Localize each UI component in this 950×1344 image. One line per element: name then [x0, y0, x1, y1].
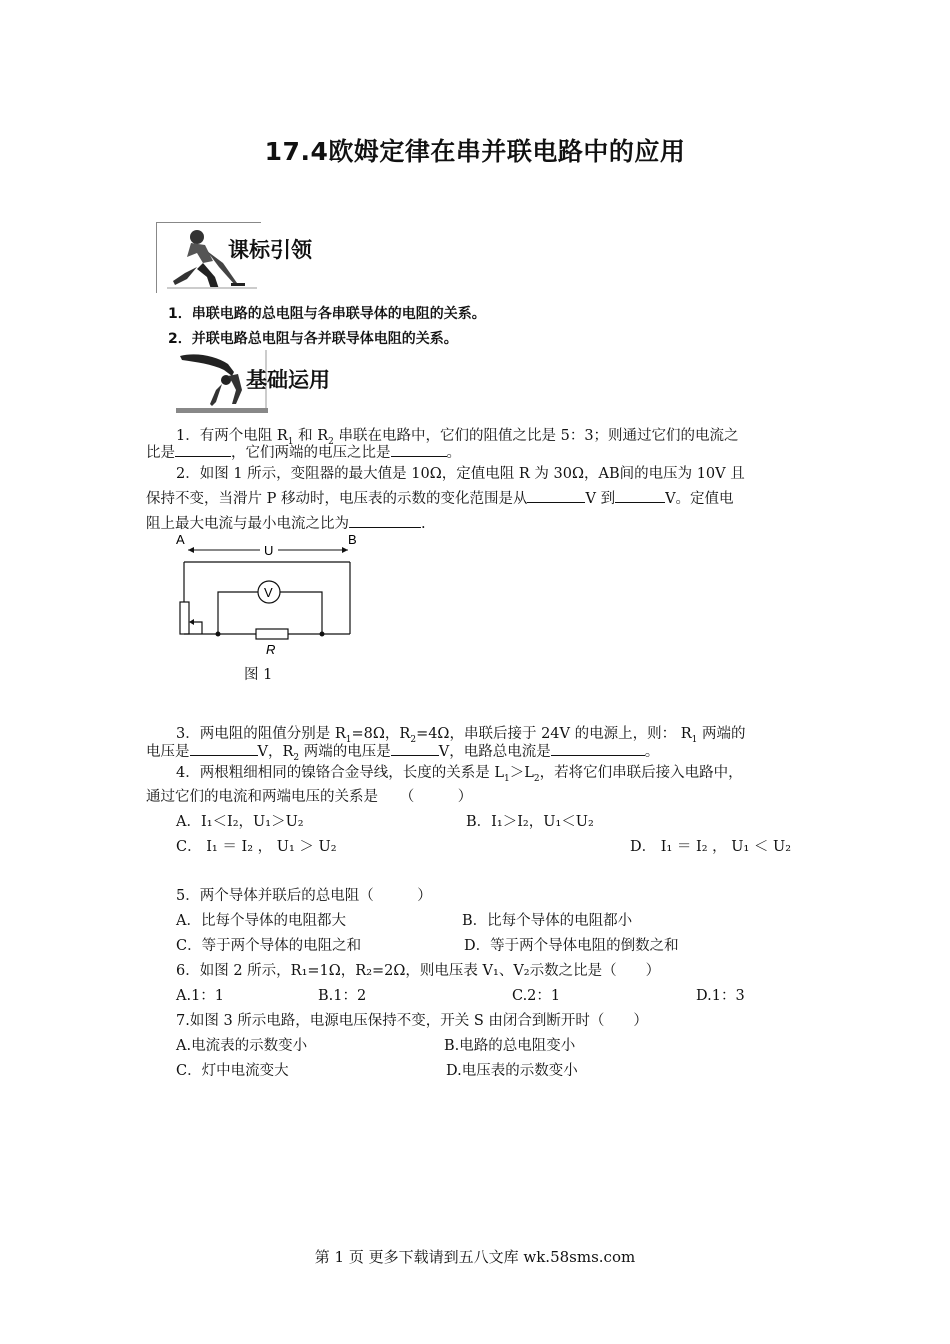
- label-a: A: [176, 532, 185, 547]
- section-title-jichu: 基础运用: [246, 368, 330, 392]
- q6-option-c[interactable]: C.2：1: [512, 988, 561, 1004]
- q6-stem: 6．如图 2 所示，R₁=1Ω，R₂=2Ω，则电压表 V₁、V₂示数之比是（ ）: [176, 963, 661, 979]
- q1-blank-2[interactable]: [391, 442, 447, 457]
- q2-blank-1[interactable]: [527, 488, 585, 503]
- q2-blank-2[interactable]: [615, 488, 665, 503]
- rheostat: [180, 602, 189, 634]
- label-v: V: [264, 585, 273, 600]
- figure-1-caption: 图 1: [244, 667, 273, 683]
- page-title: 17.4欧姆定律在串并联电路中的应用: [264, 137, 686, 166]
- q3-line1: 3．两电阻的阻值分别是 $R_1=8\Omega$，$R_2=4\Omega$，串联后接于 24V 的电源上，则： $R_1$ 两端的: [176, 726, 746, 745]
- q7-option-a[interactable]: A.电流表的示数变小: [176, 1038, 308, 1054]
- q4-option-d[interactable]: D． I₁ ＝ I₂ ， U₁ ＜ U₂: [630, 839, 792, 855]
- q2-line1: 2．如图 1 所示，变阻器的最大值是 10Ω，定值电阻 R 为 30Ω，AB间的电压为 10V 且: [176, 466, 745, 482]
- q5-option-d[interactable]: D．等于两个导体电阻的倒数之和: [464, 938, 679, 954]
- q2-blank-3[interactable]: [349, 513, 421, 528]
- q5-option-a[interactable]: A．比每个导体的电阻都大: [176, 913, 346, 929]
- figure-1-circuit: [172, 530, 372, 660]
- q1-line1: 1．有两个电阻 $R_1$ 和 $R_2$ 串联在电路中，它们的阻值之比是 5：3；则通过它们的电流之: [176, 428, 739, 447]
- q6-option-d[interactable]: D.1：3: [696, 988, 745, 1004]
- objective-2: 2．并联电路总电阻与各并联导体电阻的关系。: [168, 331, 458, 347]
- section-title-kebiao: 课标引领: [228, 238, 312, 262]
- label-r: R: [266, 642, 276, 657]
- q7-option-d[interactable]: D.电压表的示数变小: [446, 1063, 578, 1079]
- resistor-r: [256, 629, 288, 639]
- objective-1: 1．串联电路的总电阻与各串联导体的电阻的关系。: [168, 306, 486, 322]
- q1-blank-1[interactable]: [175, 442, 231, 457]
- label-u: U: [264, 543, 274, 558]
- q7-option-b[interactable]: B.电路的总电阻变小: [444, 1038, 576, 1054]
- q3-blank-1[interactable]: [190, 741, 258, 756]
- q5-stem: 5．两个导体并联后的总电阻（ ）: [176, 888, 432, 904]
- q5-option-b[interactable]: B．比每个导体的电阻都小: [462, 913, 633, 929]
- q3-line2: 电压是 V，$R_2$ 两端的电压是 V，电路总电流是 。: [146, 740, 659, 763]
- q4-option-b[interactable]: B．I₁＞I₂，U₁＜U₂: [466, 814, 594, 830]
- q4-line2: 通过它们的电流和两端电压的关系是 （ ）: [146, 789, 473, 805]
- q3-blank-3[interactable]: [551, 741, 645, 756]
- q7-option-c[interactable]: C．灯中电流变大: [176, 1063, 289, 1079]
- q2-line2: 保持不变，当滑片 P 移动时，电压表的示数的变化范围是从 V 到 V。定值电: [146, 487, 734, 508]
- q4-line1: 4．两根粗细相同的镍铬合金导线，长度的关系是 $L_1>L_2$，若将它们串联后接入电路中，: [176, 765, 743, 784]
- q6-option-b[interactable]: B.1：2: [318, 988, 367, 1004]
- q4-option-c[interactable]: C． I₁ ＝ I₂ ， U₁ ＞ U₂: [176, 839, 337, 855]
- label-b: B: [348, 532, 357, 547]
- q5-option-c[interactable]: C．等于两个导体的电阻之和: [176, 938, 362, 954]
- page-footer: 第 1 页 更多下载请到五八文库 wk.58sms.com: [314, 1248, 636, 1266]
- q3-blank-2[interactable]: [391, 741, 439, 756]
- q4-option-a[interactable]: A．I₁＜I₂，U₁＞U₂: [176, 814, 304, 830]
- q6-option-a[interactable]: A.1：1: [176, 988, 225, 1004]
- q1-line2: 比是 ，它们两端的电压之比是 。: [146, 441, 461, 462]
- q7-stem: 7.如图 3 所示电路，电源电压保持不变，开关 S 由闭合到断开时（ ）: [176, 1013, 648, 1029]
- q2-line3: 阻上最大电流与最小电流之比为 .: [146, 512, 426, 533]
